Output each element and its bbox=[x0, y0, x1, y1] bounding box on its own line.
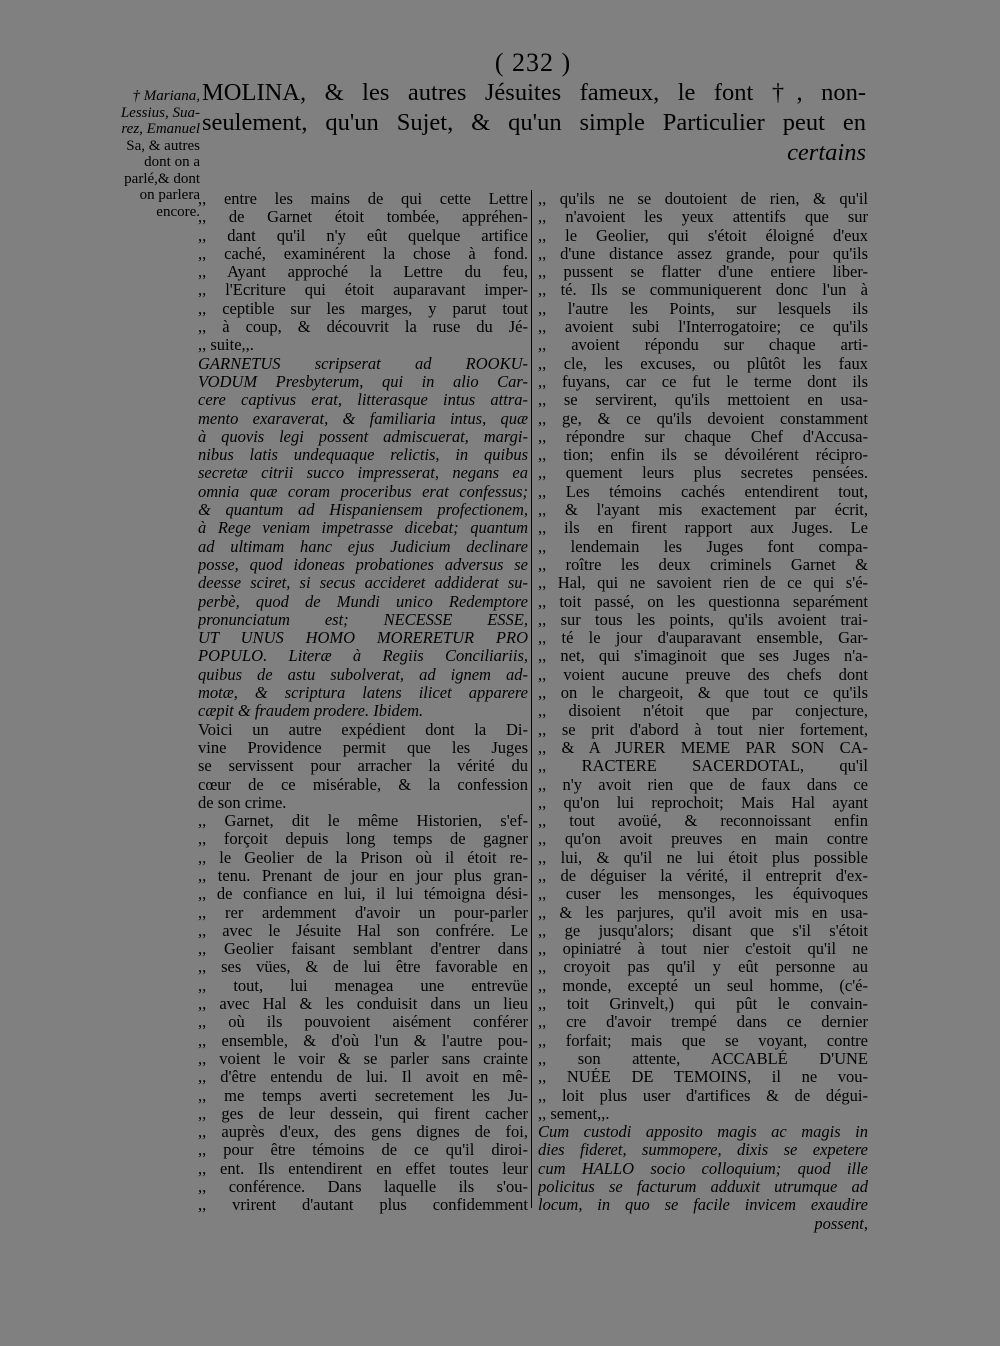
text-line: ,, le Geolier, qui s'étoit éloigné d'eux bbox=[538, 227, 868, 245]
margin-note-line: Sa, & autres bbox=[126, 137, 200, 154]
text-line: cæpit & fraudem prodere. Ibidem. bbox=[198, 702, 424, 721]
text-line: ,, voient le voir & se parler sans crainte bbox=[198, 1050, 528, 1068]
margin-note-line: dont on a bbox=[144, 154, 200, 170]
text-line: ,, avoient subi l'Interrogatoire; ce qu'ils bbox=[538, 318, 868, 336]
text-line: ,, & l'ayant mis exactement par écrit, bbox=[538, 501, 868, 519]
text-line: secretæ citrii succo impresserat, negans ea bbox=[198, 464, 528, 483]
text-line: ,, avec le Jésuite Hal son confrére. Le bbox=[198, 922, 528, 940]
text-line: ,, répondre sur chaque Chef d'Accusa- bbox=[538, 428, 868, 446]
text-line: ,, suite,,. bbox=[198, 336, 528, 354]
text-line: ,, qu'ils ne se doutoient de rien, & qu'il bbox=[538, 190, 868, 208]
text-line: de son crime. bbox=[198, 793, 287, 812]
text-line: ,, Ayant approché la Lettre du feu, bbox=[198, 263, 528, 281]
text-line: ,, cle, les excuses, ou plûtôt les faux bbox=[538, 355, 868, 373]
text-line: UT UNUS HOMO MORERETUR PRO bbox=[198, 629, 528, 648]
text-line: vine Providence permit que les Juges bbox=[198, 738, 528, 757]
heading-line: certains bbox=[787, 139, 866, 166]
text-line: ,, de Garnet étoit tombée, appréhen- bbox=[198, 208, 528, 226]
text-line: ,, l'autre les Points, sur lesquels ils bbox=[538, 300, 868, 318]
text-line: ,, lui, & qu'il ne lui étoit plus possible bbox=[538, 849, 868, 867]
text-line: ,, forfait; mais que se voyant, contre bbox=[538, 1032, 868, 1050]
margin-note-line: Lessius, Sua- bbox=[120, 104, 200, 121]
text-line: ,, net, qui s'imaginoit que ses Juges n'a- bbox=[538, 647, 868, 665]
text-line: mento exaraverat, & familiaria intus, quæ bbox=[198, 409, 528, 428]
text-line: ,, & A JURER MEME PAR SON CA- bbox=[538, 739, 868, 757]
text-line: ,, ent. Ils entendirent en effet toutes leur bbox=[198, 1160, 528, 1178]
text-line: ,, me temps averti secretement les Ju- bbox=[198, 1087, 528, 1105]
text-line: ,, d'être entendu de lui. Il avoit en mê- bbox=[198, 1068, 528, 1086]
text-line: ,, dant qu'il n'y eût quelque artifice bbox=[198, 227, 528, 245]
text-line: ,, ils en firent rapport aux Juges. Le bbox=[538, 519, 868, 537]
text-line: locum, in quo se facile invicem exaudire bbox=[538, 1196, 868, 1215]
text-line: possent, bbox=[814, 1214, 868, 1233]
text-line: ,, se prit d'abord à tout nier fortement, bbox=[538, 721, 868, 739]
text-line: ,, loit plus user d'artifices & de dégui- bbox=[538, 1087, 868, 1105]
text-line: ,, cuser les mensonges, les équivoques bbox=[538, 885, 868, 903]
text-line: ,, ceptible sur les marges, y parut tout bbox=[198, 300, 528, 318]
text-line: ,, voient aucune preuve des chefs dont bbox=[538, 666, 868, 684]
text-line: ,, ses vües, & de lui être favorable en bbox=[198, 958, 528, 976]
text-line: ,, cre d'avoir trempé dans ce dernier bbox=[538, 1013, 868, 1031]
text-line: ,, de confiance en lui, il lui témoigna dési- bbox=[198, 885, 528, 903]
heading-line: MOLINA, & les autres Jésuites fameux, le font †, non- bbox=[202, 79, 866, 106]
heading-line: seulement, qu'un Sujet, & qu'un simple Particulier peut en bbox=[202, 109, 866, 136]
text-line: Cum custodi apposito magis ac magis in bbox=[538, 1123, 868, 1142]
text-line: GARNETUS scripserat ad ROOKU- bbox=[198, 354, 528, 373]
text-line: ad ultimam hanc ejus Judicium declinare bbox=[198, 537, 528, 556]
text-line: ,, conférence. Dans laquelle ils s'ou- bbox=[198, 1178, 528, 1196]
text-line: ,, & les parjures, qu'il avoit mis en usa- bbox=[538, 904, 868, 922]
text-line: ,, toit Grinvelt,) qui pût le convain- bbox=[538, 995, 868, 1013]
text-line: pronunciatum est; NECESSE ESSE, bbox=[198, 610, 528, 629]
text-line: ,, quement leurs plus secretes pensées. bbox=[538, 464, 868, 482]
text-line: ,, ges de leur dessein, qui firent cacher bbox=[198, 1105, 528, 1123]
text-line: ,, monde, excepté un seul homme, (c'é- bbox=[538, 977, 868, 995]
text-line: perbè, quod de Mundi unico Redemptore bbox=[198, 592, 528, 611]
text-line: ,, n'y avoit rien que de faux dans ce bbox=[538, 776, 868, 794]
text-line: ,, tout avoüé, & reconnoissant enfin bbox=[538, 812, 868, 830]
text-line: ,, n'avoient les yeux attentifs que sur bbox=[538, 208, 868, 226]
text-line: ,, ge jusqu'alors; disant que s'il s'étoit bbox=[538, 922, 868, 940]
text-line: se servissent pour arracher la vérité du bbox=[198, 757, 528, 776]
text-line: ,, avec Hal & les conduisit dans un lieu bbox=[198, 995, 528, 1013]
column-divider bbox=[531, 190, 532, 1208]
text-line: ,, avoient répondu sur chaque arti- bbox=[538, 336, 868, 354]
text-line: ,, on le chargeoit, & que tout ce qu'ils bbox=[538, 684, 868, 702]
text-line: ,, fuyans, car ce fut le terme dont ils bbox=[538, 373, 868, 391]
heading bbox=[202, 78, 866, 168]
text-line: ,, ge, & ce qu'ils devoient constamment bbox=[538, 410, 868, 428]
text-line: ,, sur tous les points, qu'ils avoient trai- bbox=[538, 611, 868, 629]
text-line: ,, de déguiser la vérité, il entreprit d'ex- bbox=[538, 867, 868, 885]
column-left bbox=[198, 190, 528, 1215]
text-line: nibus latis undequaque relictis, in quibus bbox=[198, 446, 528, 465]
margin-note-line: † Mariana, bbox=[132, 88, 200, 104]
text-line: ,, l'Ecriture qui étoit auparavant imper- bbox=[198, 281, 528, 299]
text-line: ,, où ils pouvoient aisément conférer bbox=[198, 1013, 528, 1031]
text-line: ,, RACTERE SACERDOTAL, qu'il bbox=[538, 757, 868, 775]
margin-note-line: rez, Emanuel bbox=[121, 121, 200, 137]
text-line: à Rege veniam impetrasse dicebat; quantum bbox=[198, 519, 528, 538]
text-line: cere captivus erat, litterasque intus attra- bbox=[198, 391, 528, 410]
text-line: ,, tion; enfin ils se dévoilérent récipro- bbox=[538, 446, 868, 464]
text-line: policitus se facturum adduxit utrumque ad bbox=[538, 1178, 868, 1197]
margin-note-line: on parlera bbox=[139, 187, 200, 203]
text-line: ,, té. Ils se communiquerent donc l'un à bbox=[538, 281, 868, 299]
text-line: ,, ensemble, & d'où l'un & l'autre pou- bbox=[198, 1032, 528, 1050]
text-line: ,, forçoit depuis long temps de gagner bbox=[198, 830, 528, 848]
text-line: cum HALLO socio colloquium; quod ille bbox=[538, 1159, 868, 1178]
text-line: motæ, & scriptura latens ilicet apparere bbox=[198, 684, 528, 703]
text-line: VODUM Presbyterum, qui in alio Car- bbox=[198, 372, 528, 391]
text-line: Voici un autre expédient dont la Di- bbox=[198, 720, 528, 739]
text-line: ,, tenu. Prenant de jour en jour plus gran- bbox=[198, 867, 528, 885]
text-line: & quantum ad Hispaniensem profectionem, bbox=[198, 501, 528, 520]
text-line: ,, té le jour d'auparavant ensemble, Gar- bbox=[538, 629, 868, 647]
text-line: ,, Les témoins cachés entendirent tout, bbox=[538, 483, 868, 501]
text-line: ,, Garnet, dit le même Historien, s'ef- bbox=[198, 812, 528, 831]
text-line: ,, Hal, qui ne savoient rien de ce qui s'é- bbox=[538, 574, 868, 592]
text-line: ,, roître les deux criminels Garnet & bbox=[538, 556, 868, 574]
text-line: ,, le Geolier de la Prison où il étoit re- bbox=[198, 849, 528, 867]
text-line: ,, opiniatré à tout nier c'estoit qu'il ne bbox=[538, 940, 868, 958]
text-line: cœur de ce misérable, & la confession bbox=[198, 775, 528, 794]
text-line: ,, son attente, ACCABLÉ D'UNE bbox=[538, 1050, 868, 1068]
text-line: ,, auprès d'eux, des gens dignes de foi, bbox=[198, 1123, 528, 1141]
text-line: ,, Geolier faisant semblant d'entrer dans bbox=[198, 940, 528, 958]
text-line: ,, lendemain les Juges font compa- bbox=[538, 538, 868, 556]
text-line: ,, à coup, & découvrit la ruse du Jé- bbox=[198, 318, 528, 336]
margin-note-line: encore. bbox=[156, 203, 200, 220]
text-line: dies fideret, summopere, dixis se expetere bbox=[538, 1141, 868, 1160]
page-number: ( 232 ) bbox=[494, 48, 572, 77]
text-line: ,, rer ardemment d'avoir un pour-parler bbox=[198, 904, 528, 922]
text-line: ,, qu'on avoit preuves en main contre bbox=[538, 830, 868, 848]
text-line: ,, entre les mains de qui cette Lettre bbox=[198, 190, 528, 208]
text-line: ,, d'une distance assez grande, pour qu'ils bbox=[538, 245, 868, 263]
text-line: POPULO. Literæ à Regiis Conciliariis, bbox=[198, 647, 528, 666]
text-line: deesse sciret, si secus accideret addiderat su- bbox=[198, 574, 528, 593]
text-line: ,, pussent se flatter d'une entiere liber- bbox=[538, 263, 868, 281]
text-line: ,, NUÉE DE TEMOINS, il ne vou- bbox=[538, 1068, 868, 1086]
column-right bbox=[538, 190, 868, 1233]
margin-note-line: parlé,& dont bbox=[124, 170, 200, 187]
text-line: ,, sement,,. bbox=[538, 1105, 868, 1123]
text-line: omnia quæ coram proceribus erat confessus; bbox=[198, 482, 528, 501]
text-line: posse, quod idoneas probationes adversus se bbox=[198, 555, 528, 574]
text-line: ,, se servirent, qu'ils mettoient en usa- bbox=[538, 391, 868, 409]
text-line: ,, disoient n'étoit que par conjecture, bbox=[538, 702, 868, 720]
text-line: ,, toit passé, on les questionna separément bbox=[538, 593, 868, 611]
text-line: ,, croyoit pas qu'il y eût personne au bbox=[538, 958, 868, 976]
text-line: à quovis legi possent admiscuerat, margi- bbox=[198, 427, 528, 446]
text-line: ,, pour être témoins de ce qu'il diroi- bbox=[198, 1141, 528, 1159]
text-line: ,, tout, lui menagea une entrevüe bbox=[198, 977, 528, 995]
margin-note bbox=[82, 88, 200, 220]
text-line: ,, vrirent d'autant plus confidemment bbox=[198, 1196, 528, 1214]
text-line: quibus de astu subolverat, ad ignem ad- bbox=[198, 665, 528, 684]
text-line: ,, qu'on lui reprochoit; Mais Hal ayant bbox=[538, 794, 868, 812]
text-line: ,, caché, examinérent la chose à fond. bbox=[198, 245, 528, 263]
